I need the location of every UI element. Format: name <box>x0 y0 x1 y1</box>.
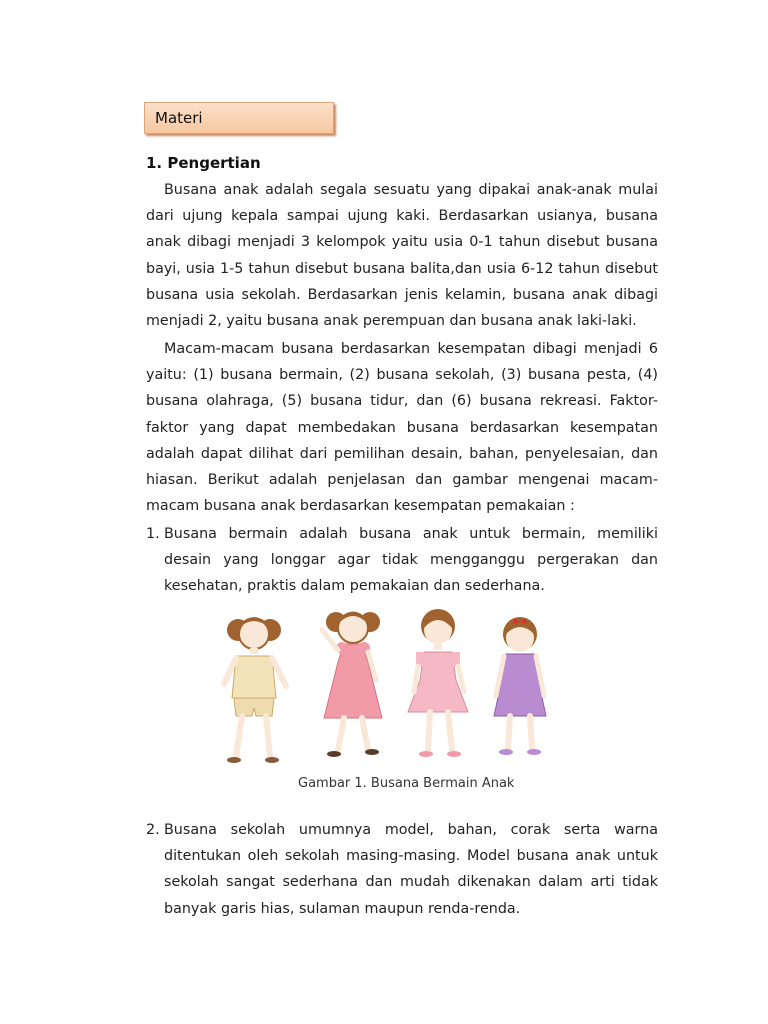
figure-cream-outfit <box>224 617 286 763</box>
paragraph-definition: Busana anak adalah segala sesuatu yang dipakai anak-anak mulai dari ujung kepala sampai ujung kaki. Berdasarkan usianya, busana anak dibagi menjadi 3 kelompok yaitu usia 0-1 tahun disebut busana bayi, usia 1-5 tahun disebut busana balita,dan usia 6-12 tahun disebut busana usia sekolah. Berdasarkan jenis kelamin, busana anak dibagi menjadi 2, yaitu busana anak perempuan dan busana anak laki-laki. <box>146 182 658 330</box>
list-number: 1. <box>146 526 160 542</box>
list-item-play-clothing <box>146 521 658 600</box>
list-text: Busana sekolah umumnya model, bahan, corak serta warna ditentukan oleh sekolah masing-masing. Model busana anak untuk sekolah sangat sederhana dan mudah dikenakan dalam arti tidak banyak garis hias, sulaman maupun renda-renda. <box>164 822 658 917</box>
children-clothing-illustration <box>210 600 570 770</box>
list-text: Busana bermain adalah busana anak untuk bermain, memiliki desain yang longgar agar tidak mengganggu pergerakan dan kesehatan, praktis dalam pemakaian dan sederhana. <box>164 526 658 595</box>
paragraph-types: Macam-macam busana berdasarkan kesempatan dibagi menjadi 6 yaitu: (1) busana bermain, (2) busana sekolah, (3) busana pesta, (4) busana olahraga, (5) busana tidur, dan (6) busana rekreasi. Faktor-faktor yang dapat membedakan busana berdasarkan kesempatan adalah dapat dilihat dari pemilihan desain, bahan, penyelesaian, dan hiasan. Berikut adalah penjelasan dan gambar mengenai macam-macam busana anak berdasarkan kesempatan pemakaian : <box>146 341 658 515</box>
materi-label-box <box>144 102 334 134</box>
materi-label: Materi <box>155 109 203 127</box>
list-number: 2. <box>146 822 160 838</box>
figure-pink-dress <box>322 612 382 758</box>
figure-purple-dress <box>494 617 546 755</box>
list-item-school-clothing <box>146 817 658 922</box>
figure-caption: Gambar 1. Busana Bermain Anak <box>298 776 515 791</box>
section-heading: 1. Pengertian <box>146 154 261 172</box>
figure-light-pink-dress <box>408 609 468 757</box>
